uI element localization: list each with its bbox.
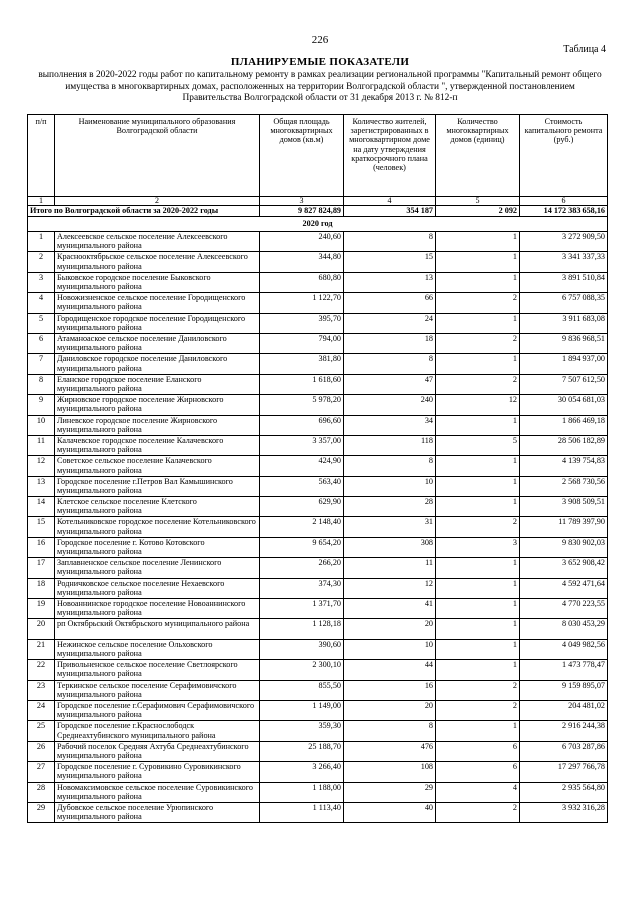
row-municipality: Новожизненское сельское поселение Городищенского муниципального района	[55, 293, 260, 313]
row-municipality: Городское поселение г.Серафимович Серафимовичского муниципального района	[55, 700, 260, 720]
row-area: 1 618,60	[260, 374, 344, 394]
row-residents: 308	[344, 537, 436, 557]
row-area: 25 188,70	[260, 741, 344, 761]
row-number: 9	[28, 395, 55, 415]
header-area: Общая площадь многоквартирных домов (кв.м)	[260, 115, 344, 197]
table-header-row	[28, 115, 608, 197]
row-cost: 2 568 730,56	[520, 476, 608, 496]
column-number-row	[28, 197, 608, 206]
row-houses: 3	[436, 537, 520, 557]
table-row	[28, 293, 608, 313]
table-row	[28, 741, 608, 761]
indicators-table	[27, 114, 608, 823]
row-residents: 20	[344, 619, 436, 639]
row-area: 1 113,40	[260, 802, 344, 822]
row-area: 855,50	[260, 680, 344, 700]
row-municipality: Нежинское сельское поселение Ольховского муниципального района	[55, 639, 260, 659]
row-area: 395,70	[260, 313, 344, 333]
table-row	[28, 578, 608, 598]
row-area: 696,60	[260, 415, 344, 435]
row-houses: 1	[436, 558, 520, 578]
table-row	[28, 660, 608, 680]
row-municipality: Рабочий поселок Средняя Ахтуба Среднеахтубинского муниципального района	[55, 741, 260, 761]
row-houses: 2	[436, 374, 520, 394]
row-area: 344,80	[260, 252, 344, 272]
row-cost: 3 891 510,84	[520, 272, 608, 292]
row-municipality: Городское поселение г.Петров Вал Камышинского муниципального района	[55, 476, 260, 496]
row-cost: 6 703 287,86	[520, 741, 608, 761]
row-residents: 476	[344, 741, 436, 761]
row-area: 563,40	[260, 476, 344, 496]
row-cost: 1 894 937,00	[520, 354, 608, 374]
table-row	[28, 374, 608, 394]
row-number: 21	[28, 639, 55, 659]
row-residents: 240	[344, 395, 436, 415]
header-number: п/п	[28, 115, 55, 197]
row-residents: 31	[344, 517, 436, 537]
table-label: Таблица 4	[563, 44, 606, 55]
row-municipality: Быковское городское поселение Быковского муниципального района	[55, 272, 260, 292]
row-residents: 18	[344, 333, 436, 353]
table-row	[28, 782, 608, 802]
row-houses: 1	[436, 252, 520, 272]
row-area: 359,30	[260, 721, 344, 741]
row-houses: 4	[436, 782, 520, 802]
row-residents: 13	[344, 272, 436, 292]
row-houses: 1	[436, 272, 520, 292]
row-houses: 1	[436, 456, 520, 476]
row-number: 24	[28, 700, 55, 720]
row-area: 3 357,00	[260, 435, 344, 455]
row-residents: 8	[344, 354, 436, 374]
table-row	[28, 517, 608, 537]
table-row	[28, 333, 608, 353]
row-municipality: Городское поселение г.Краснослободск Среднеахтубинского муниципального района	[55, 721, 260, 741]
table-row	[28, 354, 608, 374]
row-houses: 2	[436, 700, 520, 720]
table-row	[28, 680, 608, 700]
row-municipality: Еланское городское поселение Еланского муниципального района	[55, 374, 260, 394]
row-number: 20	[28, 619, 55, 639]
row-cost: 3 911 683,08	[520, 313, 608, 333]
header-residents: Количество жителей, зарегистрированных в многоквартирном доме на дату утверждения краткосрочного плана (человек)	[344, 115, 436, 197]
table-row	[28, 435, 608, 455]
row-area: 266,20	[260, 558, 344, 578]
row-residents: 16	[344, 680, 436, 700]
row-municipality: Клетское сельское поселение Клетского муниципального района	[55, 497, 260, 517]
row-number: 5	[28, 313, 55, 333]
row-number: 19	[28, 599, 55, 619]
column-number: 5	[436, 197, 520, 206]
row-houses: 1	[436, 476, 520, 496]
total-row	[28, 206, 608, 217]
row-cost: 9 159 895,07	[520, 680, 608, 700]
row-area: 1 371,70	[260, 599, 344, 619]
row-municipality: рп Октябрьский Октябрьского муниципального района	[55, 619, 260, 639]
row-number: 4	[28, 293, 55, 313]
row-number: 13	[28, 476, 55, 496]
total-cost: 14 172 383 658,16	[520, 206, 608, 217]
row-area: 3 266,40	[260, 762, 344, 782]
row-houses: 1	[436, 313, 520, 333]
row-houses: 12	[436, 395, 520, 415]
row-cost: 3 908 509,51	[520, 497, 608, 517]
row-number: 23	[28, 680, 55, 700]
row-area: 381,80	[260, 354, 344, 374]
row-cost: 8 030 453,29	[520, 619, 608, 639]
row-residents: 47	[344, 374, 436, 394]
row-municipality: Городское поселение г. Суровикино Суровикинского муниципального района	[55, 762, 260, 782]
header-houses: Количество многоквартирных домов (единиц)	[436, 115, 520, 197]
row-municipality: Городское поселение г. Котово Котовского муниципального района	[55, 537, 260, 557]
row-area: 794,00	[260, 333, 344, 353]
row-number: 26	[28, 741, 55, 761]
row-houses: 2	[436, 293, 520, 313]
row-number: 15	[28, 517, 55, 537]
row-number: 12	[28, 456, 55, 476]
row-houses: 1	[436, 599, 520, 619]
row-area: 1 128,18	[260, 619, 344, 639]
page-number: 226	[311, 34, 329, 46]
row-number: 2	[28, 252, 55, 272]
row-cost: 3 341 337,33	[520, 252, 608, 272]
row-municipality: Атаманоаское сельское поселение Даниловского муниципального района	[55, 333, 260, 353]
row-number: 10	[28, 415, 55, 435]
row-residents: 24	[344, 313, 436, 333]
row-number: 11	[28, 435, 55, 455]
table-row	[28, 232, 608, 252]
row-number: 27	[28, 762, 55, 782]
row-cost: 9 836 968,51	[520, 333, 608, 353]
row-houses: 2	[436, 680, 520, 700]
row-number: 8	[28, 374, 55, 394]
row-cost: 4 592 471,64	[520, 578, 608, 598]
row-municipality: Новоаннинское городское поселение Новоаннинского муниципального района	[55, 599, 260, 619]
row-cost: 17 297 766,78	[520, 762, 608, 782]
column-number: 6	[520, 197, 608, 206]
row-area: 2 148,40	[260, 517, 344, 537]
row-area: 1 149,00	[260, 700, 344, 720]
row-area: 374,30	[260, 578, 344, 598]
row-number: 3	[28, 272, 55, 292]
table-row	[28, 721, 608, 741]
row-number: 17	[28, 558, 55, 578]
row-cost: 6 757 088,35	[520, 293, 608, 313]
row-municipality: Новомаксимовское сельское поселение Суровикинского муниципального района	[55, 782, 260, 802]
row-cost: 4 139 754,83	[520, 456, 608, 476]
row-municipality: Дубовское сельское поселение Урюпинского муниципального района	[55, 802, 260, 822]
row-cost: 3 932 316,28	[520, 802, 608, 822]
total-residents: 354 187	[344, 206, 436, 217]
table-row	[28, 599, 608, 619]
row-houses: 2	[436, 517, 520, 537]
row-residents: 8	[344, 232, 436, 252]
row-residents: 118	[344, 435, 436, 455]
row-residents: 10	[344, 639, 436, 659]
row-municipality: Родничковское сельское поселение Нехаевского муниципального района	[55, 578, 260, 598]
column-number: 2	[55, 197, 260, 206]
row-houses: 1	[436, 660, 520, 680]
row-houses: 5	[436, 435, 520, 455]
row-cost: 28 506 182,89	[520, 435, 608, 455]
column-number: 1	[28, 197, 55, 206]
row-cost: 4 770 223,55	[520, 599, 608, 619]
document-subtitle: выполнения в 2020-2022 годы работ по капитальному ремонту в рамках реализации региональной программы "Капитальный ремонт общего имущества в многоквартирных домах, расположенных на территории Волгоградской области ", утвержденной постановлением Правительства Волгоградской области от 31 декабря 2013 г. № 812-п	[38, 70, 602, 103]
row-houses: 1	[436, 619, 520, 639]
row-cost: 7 507 612,50	[520, 374, 608, 394]
table-row	[28, 415, 608, 435]
row-area: 424,90	[260, 456, 344, 476]
row-municipality: Заплавненское сельское поселение Ленинского муниципального района	[55, 558, 260, 578]
row-municipality: Привольненское сельское поселение Светлоярского муниципального района	[55, 660, 260, 680]
row-residents: 10	[344, 476, 436, 496]
row-residents: 28	[344, 497, 436, 517]
table-row	[28, 476, 608, 496]
table-row	[28, 700, 608, 720]
row-number: 29	[28, 802, 55, 822]
table-row	[28, 252, 608, 272]
header-municipality: Наименование муниципального образования Волгоградской области	[55, 115, 260, 197]
row-residents: 20	[344, 700, 436, 720]
row-cost: 204 481,02	[520, 700, 608, 720]
row-houses: 1	[436, 497, 520, 517]
row-municipality: Городищенское городское поселение Городищенского муниципального района	[55, 313, 260, 333]
table-row	[28, 762, 608, 782]
row-residents: 29	[344, 782, 436, 802]
row-houses: 2	[436, 802, 520, 822]
row-residents: 44	[344, 660, 436, 680]
row-houses: 1	[436, 721, 520, 741]
year-label: 2020 год	[28, 217, 608, 232]
row-residents: 8	[344, 456, 436, 476]
row-cost: 1 866 469,18	[520, 415, 608, 435]
document-title: ПЛАНИРУЕМЫЕ ПОКАЗАТЕЛИ	[230, 56, 410, 68]
row-municipality: Даниловское городское поселение Даниловского муниципального района	[55, 354, 260, 374]
row-residents: 66	[344, 293, 436, 313]
row-number: 25	[28, 721, 55, 741]
row-residents: 108	[344, 762, 436, 782]
row-municipality: Теркинское сельское поселение Серафимовичского муниципального района	[55, 680, 260, 700]
row-residents: 40	[344, 802, 436, 822]
table-row	[28, 537, 608, 557]
row-area: 1 122,70	[260, 293, 344, 313]
row-municipality: Краснооктябрьское сельское поселение Алексеевского муниципального района	[55, 252, 260, 272]
row-houses: 2	[436, 333, 520, 353]
row-municipality: Калачевское городское поселение Калачевского муниципального района	[55, 435, 260, 455]
row-municipality: Жирновское городское поселение Жирновского муниципального района	[55, 395, 260, 415]
row-area: 390,60	[260, 639, 344, 659]
row-area: 2 300,10	[260, 660, 344, 680]
table-row	[28, 619, 608, 639]
total-houses: 2 092	[436, 206, 520, 217]
column-number: 4	[344, 197, 436, 206]
row-municipality: Советское сельское поселение Калачевского муниципального района	[55, 456, 260, 476]
year-row	[28, 217, 608, 232]
row-residents: 12	[344, 578, 436, 598]
row-municipality: Алексеевское сельское поселение Алексеевского муниципального района	[55, 232, 260, 252]
total-area: 9 827 824,89	[260, 206, 344, 217]
row-area: 629,90	[260, 497, 344, 517]
column-number: 3	[260, 197, 344, 206]
total-label: Итого по Волгоградской области за 2020-2022 годы	[28, 206, 260, 217]
table-row	[28, 395, 608, 415]
row-cost: 3 272 909,50	[520, 232, 608, 252]
row-municipality: Котельниковское городское поселение Котельниковского муниципального района	[55, 517, 260, 537]
row-municipality: Линевское городское поселение Жирновского муниципального района	[55, 415, 260, 435]
row-cost: 1 473 778,47	[520, 660, 608, 680]
row-number: 18	[28, 578, 55, 598]
row-cost: 2 935 564,80	[520, 782, 608, 802]
row-houses: 6	[436, 762, 520, 782]
table-row	[28, 802, 608, 822]
table-row	[28, 497, 608, 517]
row-houses: 1	[436, 354, 520, 374]
row-area: 1 188,00	[260, 782, 344, 802]
row-area: 9 654,20	[260, 537, 344, 557]
row-houses: 1	[436, 578, 520, 598]
row-cost: 9 830 902,03	[520, 537, 608, 557]
header-cost: Стоимость капитального ремонта (руб.)	[520, 115, 608, 197]
row-area: 240,60	[260, 232, 344, 252]
row-residents: 8	[344, 721, 436, 741]
row-number: 22	[28, 660, 55, 680]
table-row	[28, 313, 608, 333]
table-row	[28, 272, 608, 292]
table-row	[28, 456, 608, 476]
row-number: 1	[28, 232, 55, 252]
row-number: 14	[28, 497, 55, 517]
row-number: 7	[28, 354, 55, 374]
row-houses: 1	[436, 232, 520, 252]
row-houses: 1	[436, 415, 520, 435]
row-area: 5 978,20	[260, 395, 344, 415]
table-row	[28, 639, 608, 659]
table-row	[28, 558, 608, 578]
row-cost: 3 652 908,42	[520, 558, 608, 578]
row-residents: 41	[344, 599, 436, 619]
row-residents: 15	[344, 252, 436, 272]
row-area: 680,80	[260, 272, 344, 292]
row-cost: 30 054 681,03	[520, 395, 608, 415]
row-number: 16	[28, 537, 55, 557]
row-houses: 6	[436, 741, 520, 761]
row-number: 6	[28, 333, 55, 353]
row-cost: 4 049 982,56	[520, 639, 608, 659]
row-houses: 1	[436, 639, 520, 659]
row-residents: 34	[344, 415, 436, 435]
row-residents: 11	[344, 558, 436, 578]
row-number: 28	[28, 782, 55, 802]
row-cost: 2 916 244,38	[520, 721, 608, 741]
row-cost: 11 789 397,90	[520, 517, 608, 537]
